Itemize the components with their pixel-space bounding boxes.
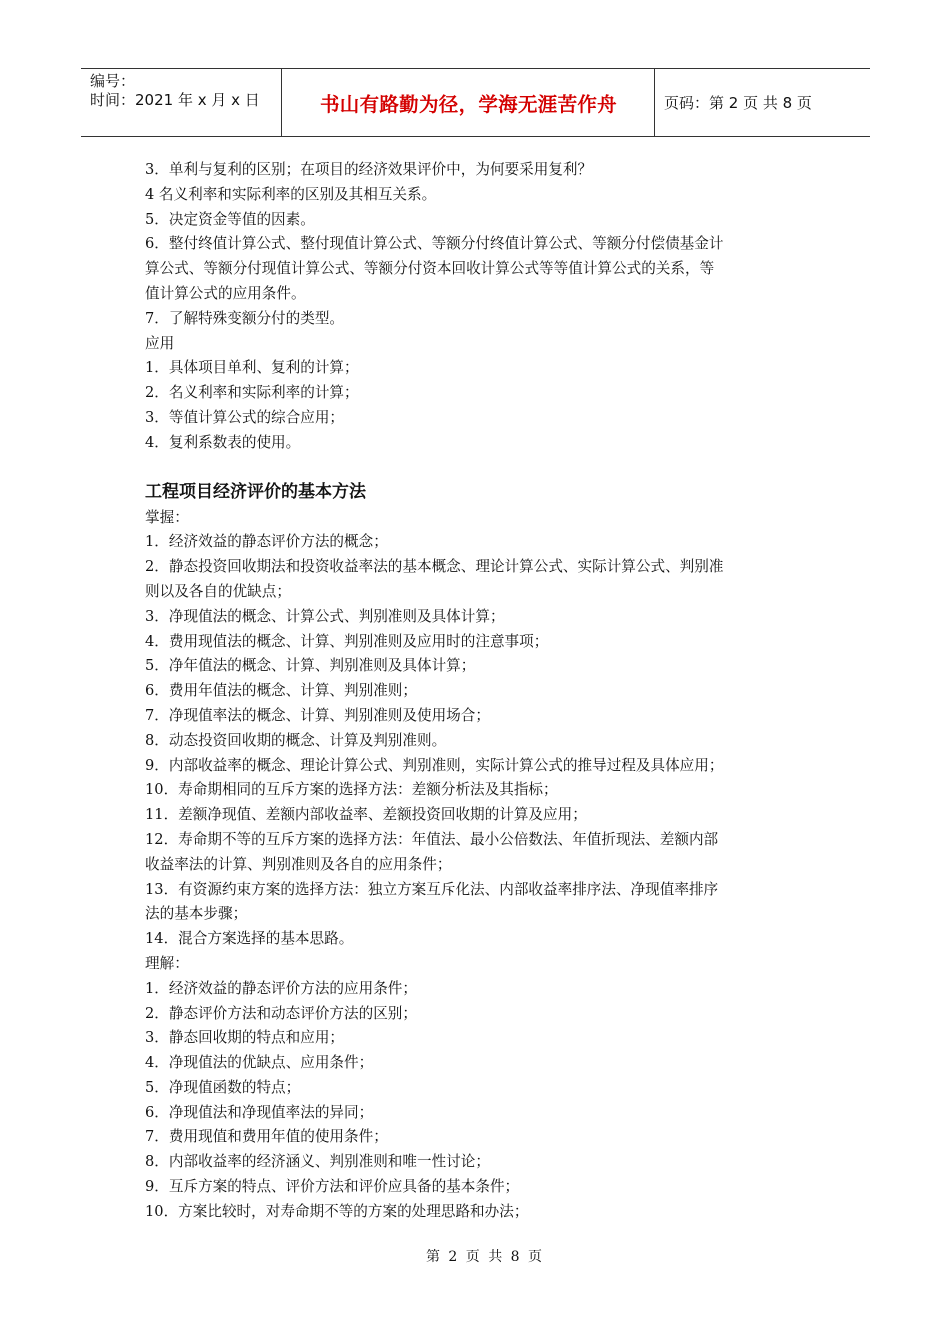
text-line: 2．名义利率和实际利率的计算； (145, 384, 359, 402)
text-line: 4．复利系数表的使用。 (145, 433, 301, 451)
text-line: 2．静态投资回收期法和投资收益率法的基本概念、理论计算公式、实际计算公式、判别准 (145, 558, 724, 576)
text-line: 值计算公式的应用条件。 (145, 284, 306, 302)
section-heading: 工程项目经济评价的基本方法 (145, 481, 366, 502)
header-meta-cell (81, 69, 282, 136)
text-line: 3．静态回收期的特点和应用； (145, 1029, 345, 1047)
text-line: 收益率法的计算、判别准则及各自的应用条件； (145, 855, 452, 873)
text-line: 6．费用年值法的概念、计算、判别准则； (145, 682, 417, 700)
section-lines-2 (145, 506, 815, 1225)
text-line: 3．等值计算公式的综合应用； (145, 408, 345, 426)
text-line: 应用 (145, 334, 175, 352)
text-line: 14．混合方案选择的基本思路。 (145, 930, 354, 948)
text-line: 5．净现值函数的特点； (145, 1078, 301, 1096)
text-line: 1．经济效益的静态评价方法的应用条件； (145, 979, 417, 997)
text-line: 8．内部收益率的经济涵义、判别准则和唯一性讨论； (145, 1153, 490, 1171)
text-line: 3．净现值法的概念、计算公式、判别准则及具体计算； (145, 607, 505, 625)
text-line: 算公式、等额分付现值计算公式、等额分付资本回收计算公式等等值计算公式的关系，等 (145, 260, 715, 278)
header-motto: 书山有路勤为径，学海无涯苦作舟 (283, 69, 655, 136)
text-line: 1．经济效益的静态评价方法的概念； (145, 533, 388, 551)
text-line: 12．寿命期不等的互斥方案的选择方法：年值法、最小公倍数法、年值折现法、差额内部 (145, 830, 719, 848)
document-number-label: 编号： (90, 72, 136, 90)
text-line: 4 名义利率和实际利率的区别及其相互关系。 (145, 185, 437, 203)
text-line: 9．内部收益率的概念、理论计算公式、判别准则，实际计算公式的推导过程及具体应用； (145, 756, 724, 774)
page-header (81, 68, 870, 137)
text-line: 10．寿命期相同的互斥方案的选择方法：差额分析法及其指标； (145, 781, 558, 799)
header-page-info: 页码：第 2 页 共 8 页 (664, 94, 812, 112)
text-line: 6．净现值法和净现值率法的异同； (145, 1103, 374, 1121)
text-line: 4．费用现值法的概念、计算、判别准则及应用时的注意事项； (145, 632, 549, 650)
text-line: 理解： (145, 954, 189, 972)
text-line: 5．决定资金等值的因素。 (145, 210, 315, 228)
text-line: 3．单利与复利的区别；在项目的经济效果评价中，为何要采用复利？ (145, 161, 593, 178)
text-line: 13．有资源约束方案的选择方法：独立方案互斥化法、内部收益率排序法、净现值率排序 (145, 880, 719, 898)
text-line: 4．净现值法的优缺点、应用条件； (145, 1054, 374, 1072)
text-line: 8．动态投资回收期的概念、计算及判别准则。 (145, 731, 447, 749)
text-line: 7．净现值率法的概念、计算、判别准则及使用场合； (145, 706, 490, 724)
section-lines-1 (145, 158, 815, 456)
page-footer: 第 2 页 共 8 页 (425, 1249, 545, 1265)
text-line: 9．互斥方案的特点、评价方法和评价应具备的基本条件； (145, 1178, 520, 1196)
document-time-label: 时间：2021 年 x 月 x 日 (90, 91, 260, 109)
text-line: 法的基本步骤； (145, 905, 248, 923)
text-line: 掌握： (145, 508, 189, 526)
text-line: 10．方案比较时，对寿命期不等的方案的处理思路和办法； (145, 1202, 529, 1220)
text-line: 7．了解特殊变额分付的类型。 (145, 309, 345, 327)
text-line: 2．静态评价方法和动态评价方法的区别； (145, 1004, 417, 1022)
text-line: 6．整付终值计算公式、整付现值计算公式、等额分付终值计算公式、等额分付偿债基金计 (145, 235, 724, 253)
text-line: 则以及各自的优缺点； (145, 582, 291, 600)
document-body (145, 158, 815, 1225)
text-line: 11．差额净现值、差额内部收益率、差额投资回收期的计算及应用； (145, 806, 587, 824)
text-line: 5．净年值法的概念、计算、判别准则及具体计算； (145, 657, 476, 675)
text-line: 7．费用现值和费用年值的使用条件； (145, 1128, 388, 1146)
section-gap (145, 456, 815, 478)
text-line: 1．具体项目单利、复利的计算； (145, 359, 359, 377)
